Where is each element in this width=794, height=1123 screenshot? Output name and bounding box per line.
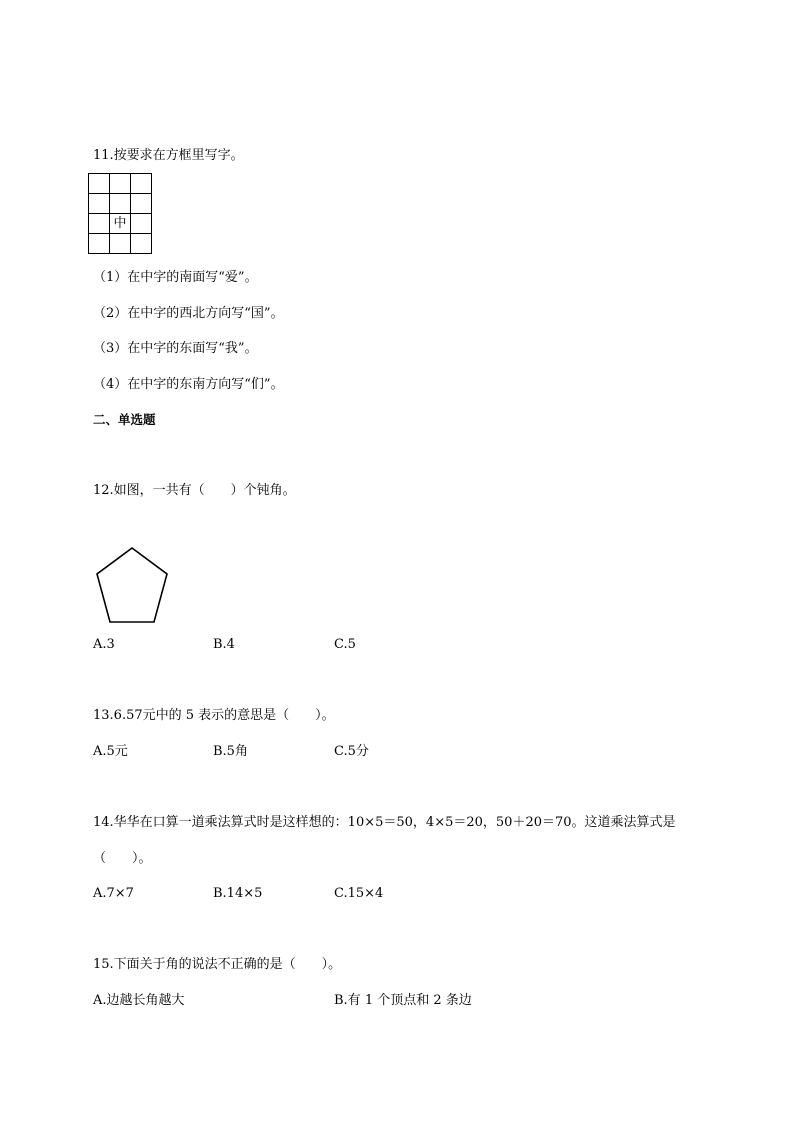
question-14-option-c[interactable]: C.15×4 xyxy=(334,886,384,901)
question-12-option-b[interactable]: B.4 xyxy=(213,637,235,652)
pentagon-figure xyxy=(95,546,171,626)
question-13-option-c[interactable]: C.5分 xyxy=(334,744,369,759)
grid-cell xyxy=(131,194,152,214)
grid-cell xyxy=(89,194,110,214)
question-15-option-a[interactable]: A.边越长角越大 xyxy=(93,993,185,1008)
direction-grid xyxy=(88,173,152,254)
section-title: 二、单选题 xyxy=(93,412,156,427)
grid-cell xyxy=(110,234,131,254)
question-14-stem: 14.华华在口算一道乘法算式时是这样想的：10×5＝50，4×5＝20，50＋20＝70。这道乘法算式是 xyxy=(93,815,676,830)
question-13-option-b[interactable]: B.5角 xyxy=(213,744,248,759)
question-13-option-a[interactable]: A.5元 xyxy=(93,744,128,759)
question-12-option-a[interactable]: A.3 xyxy=(93,637,115,652)
question-11-sub-3: （3）在中字的东面写“我”。 xyxy=(93,341,258,356)
grid-cell xyxy=(110,174,131,194)
question-12-stem: 12.如图，一共有（ ）个钝角。 xyxy=(93,483,296,498)
question-15-stem: 15.下面关于角的说法不正确的是（ ）。 xyxy=(93,957,342,972)
question-14-option-a[interactable]: A.7×7 xyxy=(93,886,134,901)
grid-cell xyxy=(89,234,110,254)
grid-cell xyxy=(110,194,131,214)
question-11-sub-2: （2）在中字的西北方向写“国”。 xyxy=(93,306,284,321)
grid-cell-center: 中 xyxy=(110,214,131,234)
question-14-option-b[interactable]: B.14×5 xyxy=(213,886,263,901)
question-12-option-c[interactable]: C.5 xyxy=(334,637,356,652)
grid-cell xyxy=(89,174,110,194)
question-13-stem: 13.6.57元中的 5 表示的意思是（ ）。 xyxy=(93,708,335,723)
question-14-stem-continued: （ ）。 xyxy=(93,851,152,866)
question-11-stem: 11.按要求在方框里写字。 xyxy=(93,148,244,163)
grid-cell xyxy=(131,174,152,194)
grid-cell xyxy=(131,234,152,254)
grid-cell xyxy=(89,214,110,234)
question-11-sub-4: （4）在中字的东南方向写“们”。 xyxy=(93,377,284,392)
question-15-option-b[interactable]: B.有 1 个顶点和 2 条边 xyxy=(334,993,472,1008)
question-11-sub-1: （1）在中字的南面写“爱”。 xyxy=(93,270,258,285)
grid-cell xyxy=(131,214,152,234)
